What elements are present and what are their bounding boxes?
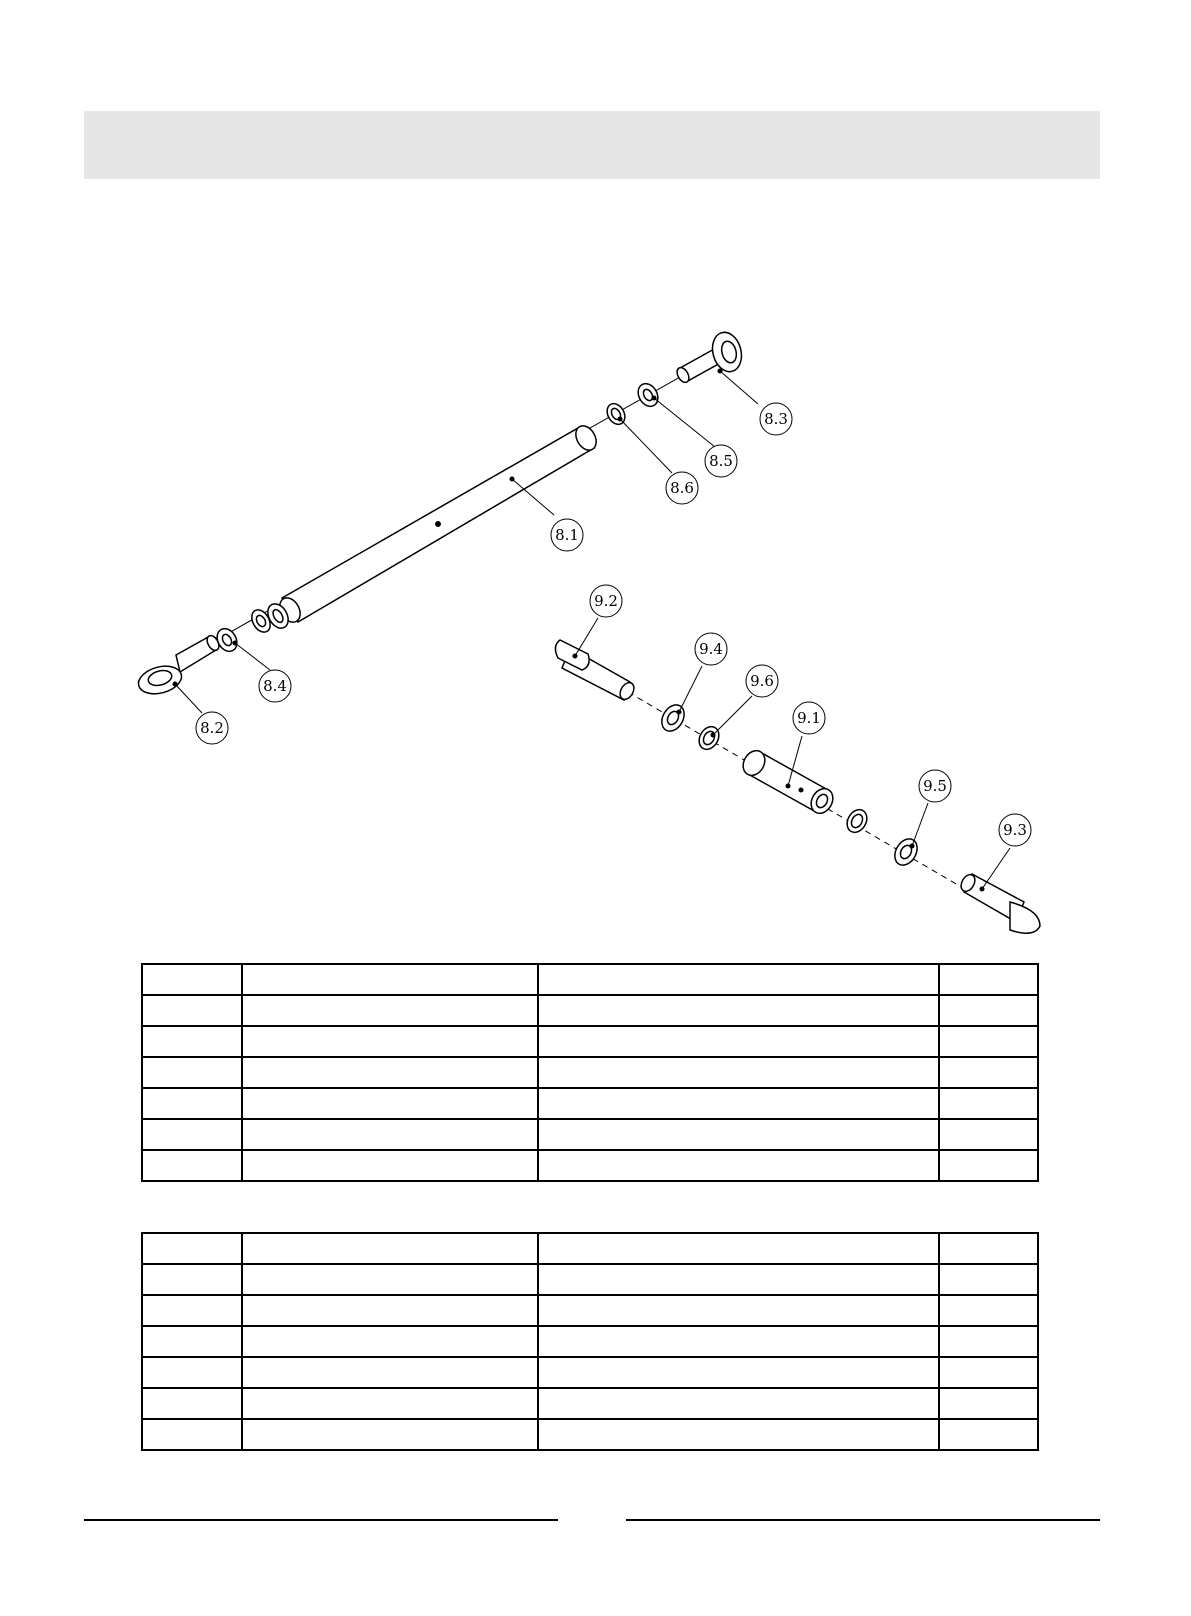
table-cell [538,995,939,1026]
table-cell [142,1357,242,1388]
table-row [142,1419,1038,1450]
table-cell [939,1357,1038,1388]
table-cell [142,1088,242,1119]
callout-9-5: 9.5 [923,777,947,795]
table-cell [538,1026,939,1057]
table-cell [242,964,538,995]
table-cell [142,1388,242,1419]
table-cell [538,1233,939,1264]
table-cell [538,1057,939,1088]
table-row [142,1295,1038,1326]
callout-9-3: 9.3 [1003,821,1027,839]
table-cell [939,1026,1038,1057]
table-cell [242,1264,538,1295]
table-row [142,995,1038,1026]
callout-8-1: 8.1 [555,526,579,544]
rod-end-9-2 [555,640,636,702]
table-cell [939,1388,1038,1419]
footer-rule-left [84,1519,558,1521]
callout-8-2: 8.2 [200,719,224,737]
table-row [142,1264,1038,1295]
table-cell [242,1388,538,1419]
callout-8-5: 8.5 [709,452,733,470]
table-cell [242,995,538,1026]
rod-end-8-3 [675,329,746,384]
table-cell [538,1119,939,1150]
table-row [142,1026,1038,1057]
table-cell [142,1326,242,1357]
table-row [142,1057,1038,1088]
table-cell [538,1295,939,1326]
table-cell [538,1326,939,1357]
washer-9-6 [695,723,723,753]
table-cell [242,1357,538,1388]
table-cell [142,1264,242,1295]
table-cell [242,1057,538,1088]
table-cell [142,1233,242,1264]
table-row [142,1326,1038,1357]
parts-table-9 [141,1232,1039,1451]
callout-8-3: 8.3 [764,410,788,428]
table-row [142,964,1038,995]
table-row [142,1088,1038,1119]
table-cell [939,1119,1038,1150]
table-row [142,1119,1038,1150]
table-cell [242,1233,538,1264]
callout-8-6: 8.6 [670,479,694,497]
table-row [142,1388,1038,1419]
table-cell [142,1150,242,1181]
callout-9-1: 9.1 [797,709,821,727]
table-cell [939,1326,1038,1357]
table-cell [939,1057,1038,1088]
table-cell [939,1264,1038,1295]
table-cell [242,1026,538,1057]
table-cell [142,1026,242,1057]
table-cell [142,1057,242,1088]
table-cell [538,1264,939,1295]
parts-table-8 [141,963,1039,1182]
table-row [142,1150,1038,1181]
table-cell [242,1295,538,1326]
table-cell [939,1419,1038,1450]
table-cell [939,1295,1038,1326]
table-cell [242,1150,538,1181]
nut-9-5 [890,835,921,869]
table-cell [242,1119,538,1150]
table-cell [939,995,1038,1026]
table-cell [538,1419,939,1450]
table-cell [242,1088,538,1119]
table-cell [939,1150,1038,1181]
callout-9-4: 9.4 [699,640,723,658]
table-cell [939,1233,1038,1264]
table-cell [538,1357,939,1388]
rod-end-8-2 [135,634,221,699]
nut-8-5 [634,380,662,410]
table-cell [142,964,242,995]
table-cell [142,1419,242,1450]
callout-9-6: 9.6 [750,672,774,690]
table-cell [142,995,242,1026]
table-cell [538,964,939,995]
table-cell [242,1419,538,1450]
nut-9-4 [657,701,688,735]
table-cell [939,1088,1038,1119]
tube-8-1 [264,422,601,632]
footer-rule-right [626,1519,1100,1521]
table-cell [939,964,1038,995]
table-cell [142,1119,242,1150]
table-cell [142,1295,242,1326]
table-row [142,1357,1038,1388]
sleeve-9-1 [739,747,837,818]
table-cell [538,1388,939,1419]
table-cell [242,1326,538,1357]
rod-end-9-3 [958,872,1040,933]
table-row [142,1233,1038,1264]
callout-9-2: 9.2 [594,592,618,610]
callout-8-4: 8.4 [263,677,287,695]
table-cell [538,1150,939,1181]
table-cell [538,1088,939,1119]
